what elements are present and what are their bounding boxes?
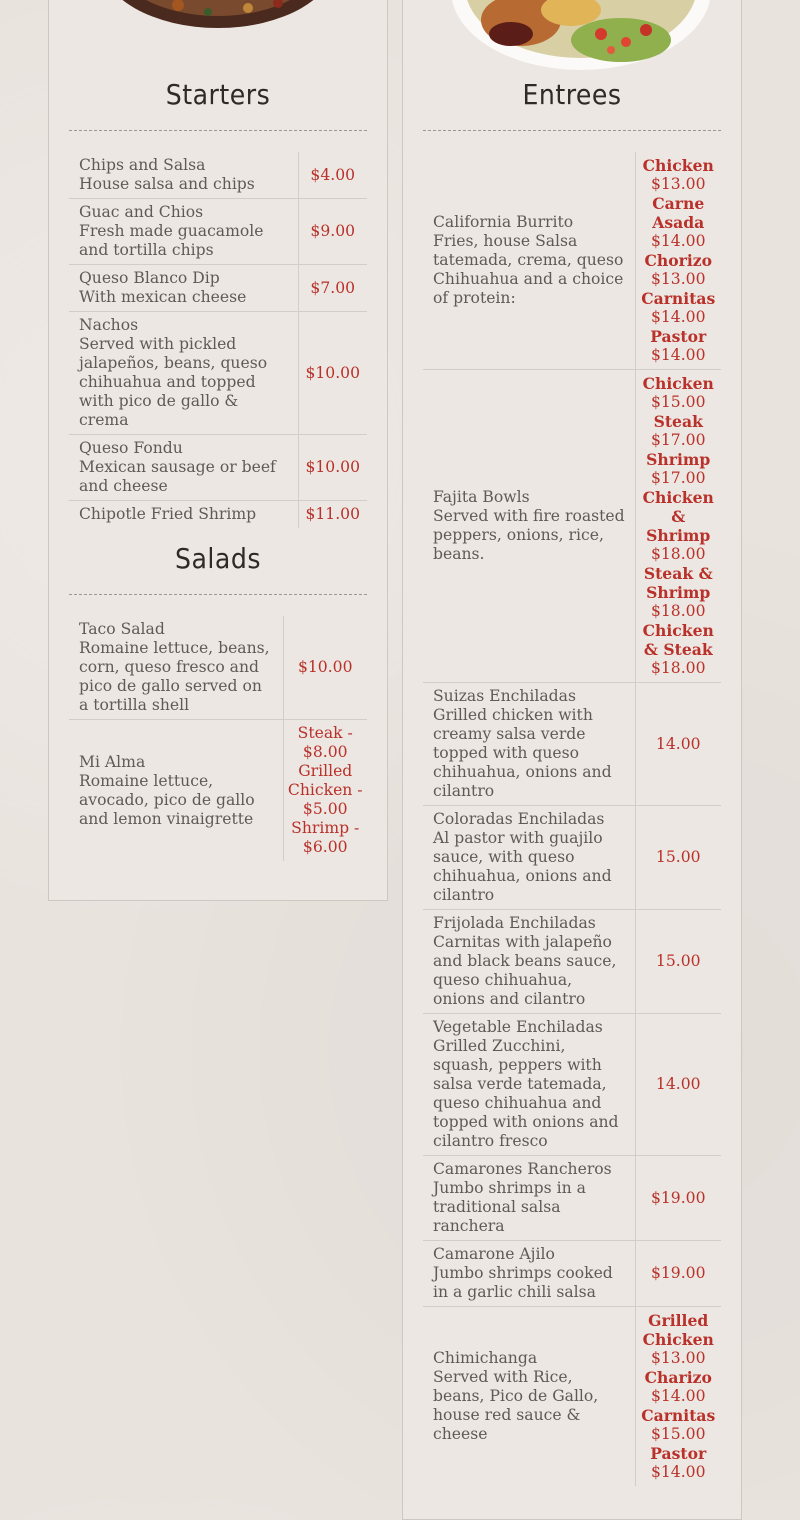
price-cell xyxy=(635,1156,721,1241)
item-name: Mi Alma xyxy=(79,752,146,771)
option-price: $18.00 xyxy=(650,602,706,620)
starters-table xyxy=(69,152,367,528)
option-price: $15.00 xyxy=(650,1425,706,1443)
item-name: Chipotle Fried Shrimp xyxy=(79,505,257,523)
price-cell xyxy=(635,683,721,806)
menu-item-cell xyxy=(423,152,635,370)
item-description: Carnitas with jalapeño and black beans sauce, queso chihuahua, onions and cilantro xyxy=(433,933,617,1008)
option-price: $13.00 xyxy=(650,1349,706,1367)
item-name: California Burrito xyxy=(433,213,574,231)
menu-row xyxy=(69,720,367,862)
salads-divider xyxy=(69,594,367,595)
item-description: Fries, house Salsa tatemada, crema, queso Chihuahua and a choice of protein: xyxy=(433,232,624,307)
item-description: Mexican sausage or beef and cheese xyxy=(79,458,276,495)
option-price: $17.00 xyxy=(650,469,706,487)
menu-item-cell xyxy=(69,435,298,501)
menu-item-cell xyxy=(69,616,283,720)
item-name: Suizas Enchiladas xyxy=(433,687,576,705)
menu-row xyxy=(423,1241,721,1307)
item-price: $19.00 xyxy=(650,1264,706,1282)
option-price: $14.00 xyxy=(650,308,706,326)
option-name: Chorizo xyxy=(644,251,713,270)
item-description: Romaine lettuce, beans, corn, queso fresco and pico de gallo served on a tortilla shell xyxy=(79,639,270,714)
menu-row xyxy=(423,370,721,683)
item-description: Grilled chicken with creamy salsa verde topped with queso chihuahua, onions and cilantro xyxy=(433,706,612,800)
price-cell xyxy=(635,152,721,370)
option-name: Chicken & Shrimp xyxy=(642,488,714,545)
burrito-plate-photo xyxy=(451,0,711,70)
item-price: 15.00 xyxy=(655,952,701,970)
menu-item-cell xyxy=(69,312,298,435)
menu-row xyxy=(423,152,721,370)
starters-divider xyxy=(69,130,367,131)
option-name: Carnitas xyxy=(641,1406,716,1425)
right-menu-panel xyxy=(402,0,742,1520)
option-name: Steak & Shrimp xyxy=(643,564,713,602)
option-name: Chicken xyxy=(642,156,714,175)
starters-title: Starters xyxy=(165,78,271,111)
menu-row xyxy=(423,1156,721,1241)
option-price: $14.00 xyxy=(650,1387,706,1405)
menu-row xyxy=(69,501,367,529)
item-price: $4.00 xyxy=(310,165,356,184)
menu-item-cell xyxy=(69,199,298,265)
item-price: 14.00 xyxy=(655,1075,701,1093)
menu-row xyxy=(69,152,367,199)
item-name: Frijolada Enchiladas xyxy=(433,914,596,932)
salads-title: Salads xyxy=(175,542,261,575)
menu-item-cell xyxy=(69,265,298,312)
option-price: $17.00 xyxy=(650,431,706,449)
menu-row xyxy=(423,806,721,910)
item-description: With mexican cheese xyxy=(79,288,247,306)
price-cell xyxy=(298,312,367,435)
menu-row xyxy=(423,683,721,806)
option-name: Pastor xyxy=(650,1444,707,1463)
item-price: $10.00 xyxy=(297,658,353,676)
option-name: Carne Asada xyxy=(652,194,705,232)
option-price: $14.00 xyxy=(650,1463,706,1481)
price-cell xyxy=(298,152,367,199)
menu-item-cell xyxy=(423,1014,635,1156)
item-name: Vegetable Enchiladas xyxy=(433,1018,603,1036)
menu-item-cell xyxy=(69,152,298,199)
item-name: Queso Blanco Dip xyxy=(79,269,220,287)
item-description: Jumbo shrimps cooked in a garlic chili salsa xyxy=(433,1264,613,1301)
item-price: $9.00 xyxy=(310,222,356,240)
item-price: $19.00 xyxy=(650,1188,706,1207)
option-price: $13.00 xyxy=(650,175,706,193)
menu-row xyxy=(423,1307,721,1487)
option-name: Chicken xyxy=(642,374,714,393)
price-cell xyxy=(283,720,367,862)
price-cell xyxy=(283,616,367,720)
item-description: Served with fire roasted peppers, onions, rice, beans. xyxy=(433,507,625,563)
menu-item-cell xyxy=(69,720,283,862)
price-cell xyxy=(635,910,721,1014)
option-name: Steak xyxy=(653,412,703,431)
item-name: Guac and Chios xyxy=(79,203,204,221)
price-cell xyxy=(635,1014,721,1156)
menu-row xyxy=(423,910,721,1014)
price-cell xyxy=(635,370,721,683)
item-name: Taco Salad xyxy=(79,620,165,638)
menu-row xyxy=(69,312,367,435)
option-price: $18.00 xyxy=(650,659,706,677)
price-cell xyxy=(635,806,721,910)
item-price: 14.00 xyxy=(655,734,701,753)
item-price: Steak - $8.00 Grilled Chicken - $5.00 Shrimp - $6.00 xyxy=(287,724,363,856)
price-cell xyxy=(298,265,367,312)
item-name: Coloradas Enchiladas xyxy=(433,810,605,828)
option-name: Chicken & Steak xyxy=(642,621,714,659)
entrees-table xyxy=(423,152,721,1486)
menu-item-cell xyxy=(69,501,298,529)
option-name: Carnitas xyxy=(641,289,716,308)
item-description: Jumbo shrimps in a traditional salsa ranchera xyxy=(433,1179,586,1235)
item-description: Al pastor with guajilo sauce, with queso chihuahua, onions and cilantro xyxy=(433,829,612,904)
menu-item-cell xyxy=(423,1156,635,1241)
menu-item-cell xyxy=(423,1307,635,1487)
option-name: Shrimp xyxy=(646,450,711,469)
nachos-photo xyxy=(98,0,338,30)
item-description: Grilled Zucchini, squash, peppers with salsa verde tatemada, queso chihuahua and topped with onions and cilantro fresco xyxy=(433,1037,619,1150)
item-name: Camarone Ajilo xyxy=(433,1245,555,1263)
menu-row xyxy=(69,616,367,720)
salads-table xyxy=(69,616,367,861)
option-price: $14.00 xyxy=(650,346,706,364)
price-cell xyxy=(298,435,367,501)
item-description: House salsa and chips xyxy=(79,175,255,193)
item-price: 15.00 xyxy=(655,848,701,866)
menu-item-cell xyxy=(423,910,635,1014)
option-price: $14.00 xyxy=(650,232,706,250)
option-name: Grilled Chicken xyxy=(642,1311,714,1349)
option-price: $15.00 xyxy=(650,393,706,411)
item-name: Chips and Salsa xyxy=(79,156,206,174)
price-cell xyxy=(298,501,367,529)
item-description: Romaine lettuce, avocado, pico de gallo and lemon vinaigrette xyxy=(79,771,255,828)
item-price: $10.00 xyxy=(305,458,361,476)
option-price: $18.00 xyxy=(650,545,706,563)
entrees-divider xyxy=(423,130,721,131)
item-name: Chimichanga xyxy=(433,1349,538,1367)
item-description: Served with pickled jalapeños, beans, queso chihuahua and topped with pico de gallo & crema xyxy=(79,335,268,429)
option-price: $13.00 xyxy=(650,270,706,288)
option-name: Pastor xyxy=(650,327,707,346)
item-price: $10.00 xyxy=(305,363,361,382)
option-name: Charizo xyxy=(644,1368,712,1387)
item-description: Served with Rice, beans, Pico de Gallo, house red sauce & cheese xyxy=(433,1368,599,1443)
menu-row xyxy=(69,265,367,312)
menu-row xyxy=(69,199,367,265)
item-name: Fajita Bowls xyxy=(433,488,530,506)
item-price: $7.00 xyxy=(310,278,356,297)
menu-item-cell xyxy=(423,683,635,806)
entrees-title: Entrees xyxy=(522,78,622,111)
price-cell xyxy=(635,1307,721,1487)
menu-item-cell xyxy=(423,1241,635,1307)
menu-item-cell xyxy=(423,806,635,910)
left-menu-panel xyxy=(48,0,388,901)
item-description: Fresh made guacamole and tortilla chips xyxy=(79,222,264,259)
menu-item-cell xyxy=(423,370,635,683)
menu-row xyxy=(69,435,367,501)
price-cell xyxy=(635,1241,721,1307)
item-price: $11.00 xyxy=(305,505,361,523)
menu-row xyxy=(423,1014,721,1156)
price-cell xyxy=(298,199,367,265)
item-name: Queso Fondu xyxy=(79,439,183,457)
item-name: Camarones Rancheros xyxy=(433,1160,612,1178)
item-name: Nachos xyxy=(79,316,139,334)
